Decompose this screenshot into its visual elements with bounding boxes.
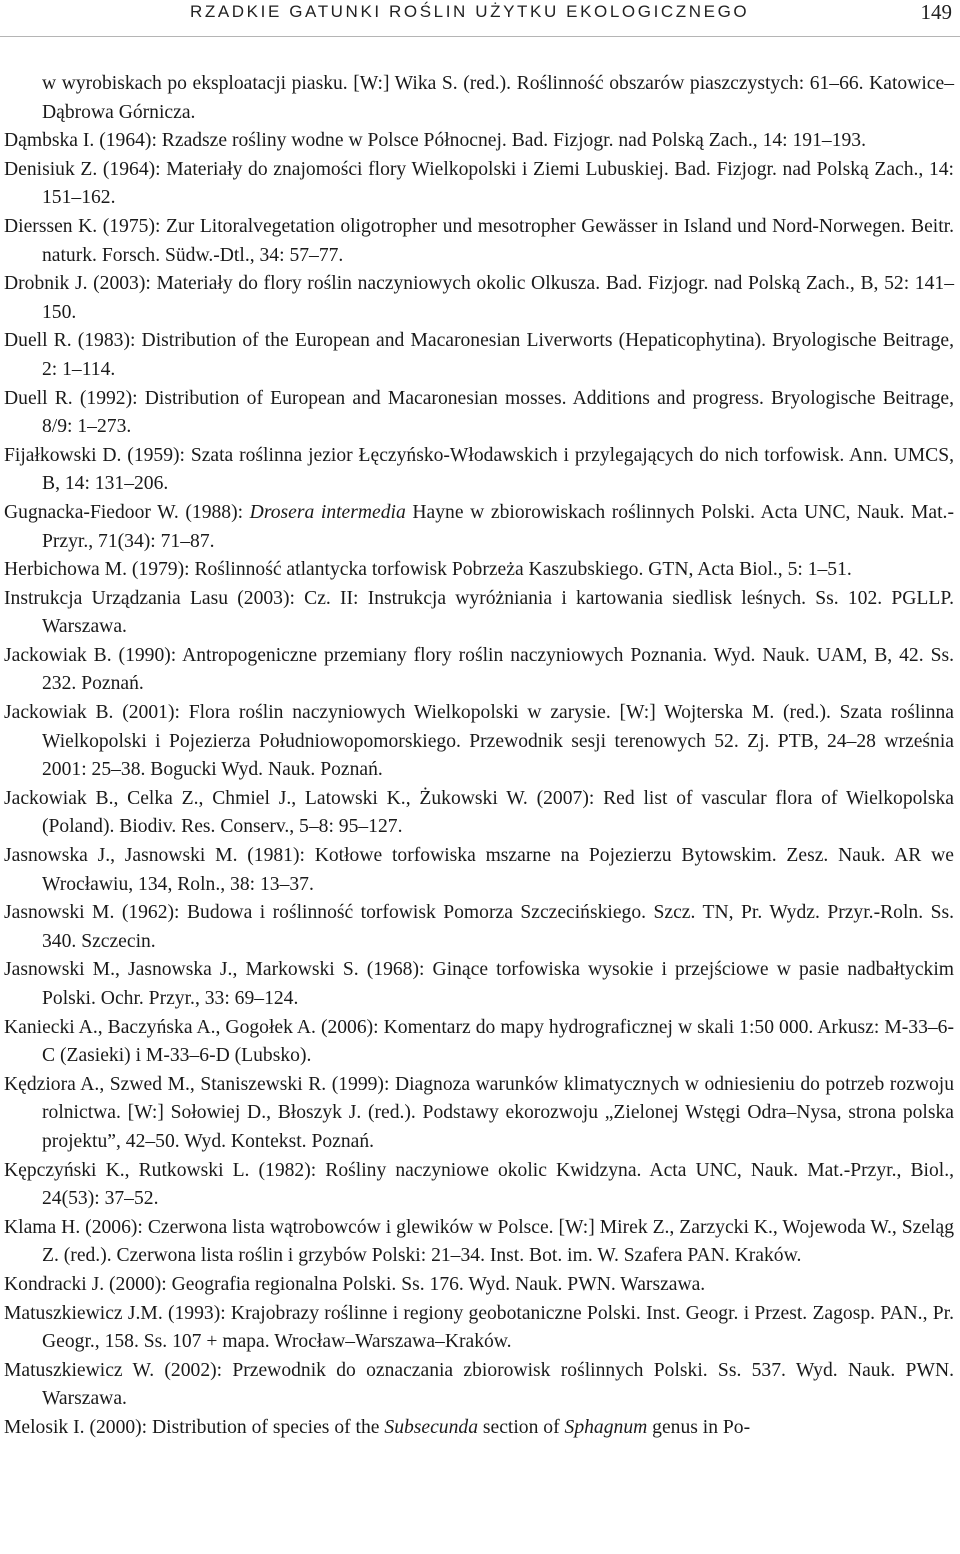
reference-text: Jackowiak B., Celka Z., Chmiel J., Latowski K., Żukowski W. (2007): Red list of vascular flora of Wielkopolska (Poland). Biodiv. Res. Conserv., 5–8: 95–127. xyxy=(4,787,954,838)
italic-taxon-name: Subsecunda xyxy=(384,1416,478,1438)
reference-entry xyxy=(4,213,954,270)
reference-text: Duell R. (1983): Distribution of the European and Macaronesian Liverworts (Hepaticophytina). Bryologische Beitrage, 2: 1–114. xyxy=(4,330,954,380)
reference-continuation xyxy=(4,70,954,127)
page-number: 149 xyxy=(920,0,952,24)
reference-text: Duell R. (1992): Distribution of European and Macaronesian mosses. Additions and progress. Bryologische Beitrage, 8/9: 1–273. xyxy=(4,387,954,438)
reference-text: Kaniecki A., Baczyńska A., Gogołek A. (2006): Komentarz do mapy hydrograficznej w skali 1:50 000. Arkusz: M-33–6-C (Zasieki) i M-33–6-D (Lubsko). xyxy=(4,1016,954,1067)
reference-text: Matuszkiewicz W. (2002): Przewodnik do oznaczania zbiorowisk roślinnych Polski. Ss. 537. Wyd. Nauk. PWN. Warszawa. xyxy=(4,1359,954,1410)
reference-text: w wyrobiskach po eksploatacji piasku. [W:] Wika S. (red.). Roślinność obszarów piaszczystych: 61–66. Katowice–Dąbrowa Górnicza. xyxy=(42,73,954,123)
reference-entry xyxy=(4,842,954,899)
reference-entry xyxy=(4,585,954,642)
reference-entry xyxy=(4,1214,954,1271)
reference-entry xyxy=(4,127,954,156)
page-header xyxy=(0,0,960,28)
reference-entry xyxy=(4,956,954,1013)
reference-text: Jasnowska J., Jasnowski M. (1981): Kotłowe torfowiska mszarne na Pojezierzu Bytowskim. Zesz. Nauk. AR we Wrocławiu, 134, Roln., 38: 13–37. xyxy=(4,845,954,895)
italic-taxon-name: Drosera intermedia xyxy=(249,501,406,523)
reference-entry xyxy=(4,699,954,785)
reference-text: Jackowiak B. (2001): Flora roślin naczyniowych Wielkopolski w zarysie. [W:] Wojterska M. (red.). Szata roślinna Wielkopolski i Pojezierza Południowopomorskiego. Przewodnik sesji terenowych 52. Zj. PTB, 24–28 września 2001: 25–38. Bogucki Wyd. Nauk. Poznań. xyxy=(4,702,954,781)
reference-text: Klama H. (2006): Czerwona lista wątrobowców i glewików w Polsce. [W:] Mirek Z., Zarzycki K., Wojewoda W., Szeląg Z. (red.). Czerwona lista roślin i grzybów Polski: 21–34. Inst. Bot. im. W. Szafera PAN. Kraków. xyxy=(4,1216,954,1267)
reference-entry xyxy=(4,556,954,585)
reference-entry xyxy=(4,1157,954,1214)
reference-text: Matuszkiewicz J.M. (1993): Krajobrazy roślinne i regiony geobotaniczne Polski. Inst. Geogr. i Przest. Zagosp. PAN., Pr. Geogr., 158. Ss. 107 + mapa. Wrocław–Warszawa–Kraków. xyxy=(4,1302,954,1353)
reference-entry xyxy=(4,1414,954,1443)
reference-text: Fijałkowski D. (1959): Szata roślinna jezior Łęczyńsko-Włodawskich i przylegających do nich torfowisk. Ann. UMCS, B, 14: 131–206. xyxy=(4,444,954,495)
reference-text: Jasnowski M., Jasnowska J., Markowski S. (1968): Ginące torfowiska wysokie i przejściowe w pasie nadbałtyckim Polski. Ochr. Przyr., 33: 69–124. xyxy=(4,959,954,1009)
reference-text: Denisiuk Z. (1964): Materiały do znajomości flory Wielkopolski i Ziemi Lubuskiej. Bad. Fizjogr. nad Polską Zach., 14: 151–162. xyxy=(4,158,954,209)
reference-text: Instrukcja Urządzania Lasu (2003): Cz. II: Instrukcja wyróżniania i kartowania siedlisk leśnych. Ss. 102. PGLLP. Warszawa. xyxy=(4,587,954,638)
reference-text: Kędziora A., Szwed M., Staniszewski R. (1999): Diagnoza warunków klimatycznych w odniesieniu do potrzeb rozwoju rolnictwa. [W:] Sołowiej D., Błoszyk J. (red.). Podstawy ekorozwoju „Zielonej Wstęgi Odra–Nysa, strona polska projektu”, 42–50. Wyd. Kontekst. Poznań. xyxy=(4,1073,954,1152)
reference-entry xyxy=(4,899,954,956)
header-divider xyxy=(0,36,960,37)
reference-entry xyxy=(4,1071,954,1157)
reference-list xyxy=(4,70,954,1443)
reference-entry xyxy=(4,1271,954,1300)
reference-entry xyxy=(4,642,954,699)
reference-text: Dierssen K. (1975): Zur Litoralvegetation oligotropher und mesotropher Gewässer in Island und Nord-Norwegen. Beitr. naturk. Forsch. Südw.-Dtl., 34: 57–77. xyxy=(4,215,954,266)
reference-text: Kondracki J. (2000): Geografia regionalna Polski. Ss. 176. Wyd. Nauk. PWN. Warszawa. xyxy=(4,1273,706,1295)
reference-text: Jackowiak B. (1990): Antropogeniczne przemiany flory roślin naczyniowych Poznania. Wyd. Nauk. UAM, B, 42. Ss. 232. Poznań. xyxy=(4,644,954,695)
reference-text: Jasnowski M. (1962): Budowa i roślinność torfowisk Pomorza Szczecińskiego. Szcz. TN, Pr. Wydz. Przyr.-Roln. Ss. 340. Szczecin. xyxy=(4,902,954,952)
reference-entry xyxy=(4,385,954,442)
reference-entry xyxy=(4,327,954,384)
italic-taxon-name: Sphagnum xyxy=(564,1416,648,1438)
reference-entry xyxy=(4,499,954,556)
running-title: RZADKIE GATUNKI ROŚLIN UŻYTKU EKOLOGICZNEGO xyxy=(190,2,750,21)
reference-text: section of xyxy=(478,1416,565,1438)
reference-text: Herbichowa M. (1979): Roślinność atlantycka torfowisk Pobrzeża Kaszubskiego. GTN, Acta Biol., 5: 1–51. xyxy=(4,559,852,581)
reference-text: Kępczyński K., Rutkowski L. (1982): Rośliny naczyniowe okolic Kwidzyna. Acta UNC, Nauk. Mat.-Przyr., Biol., 24(53): 37–52. xyxy=(4,1159,954,1210)
reference-entry xyxy=(4,1300,954,1357)
reference-text: Drobnik J. (2003): Materiały do flory roślin naczyniowych okolic Olkusza. Bad. Fizjogr. nad Polską Zach., B, 52: 141–150. xyxy=(4,273,954,323)
reference-text: genus in Po- xyxy=(647,1416,751,1438)
reference-text: Gugnacka-Fiedoor W. (1988): xyxy=(4,501,250,523)
reference-entry xyxy=(4,270,954,327)
reference-entry xyxy=(4,442,954,499)
reference-text: Dąmbska I. (1964): Rzadsze rośliny wodne w Polsce Północnej. Bad. Fizjogr. nad Polską Zach., 14: 191–193. xyxy=(4,130,866,152)
reference-entry xyxy=(4,1357,954,1414)
reference-text: Hayne w zbiorowiskach roślinnych Polski. Acta UNC, Nauk. Mat.-Przyr., 71(34): 71–87. xyxy=(42,501,954,552)
reference-entry xyxy=(4,156,954,213)
reference-entry xyxy=(4,785,954,842)
reference-text: Melosik I. (2000): Distribution of species of the xyxy=(4,1416,385,1438)
reference-entry xyxy=(4,1014,954,1071)
